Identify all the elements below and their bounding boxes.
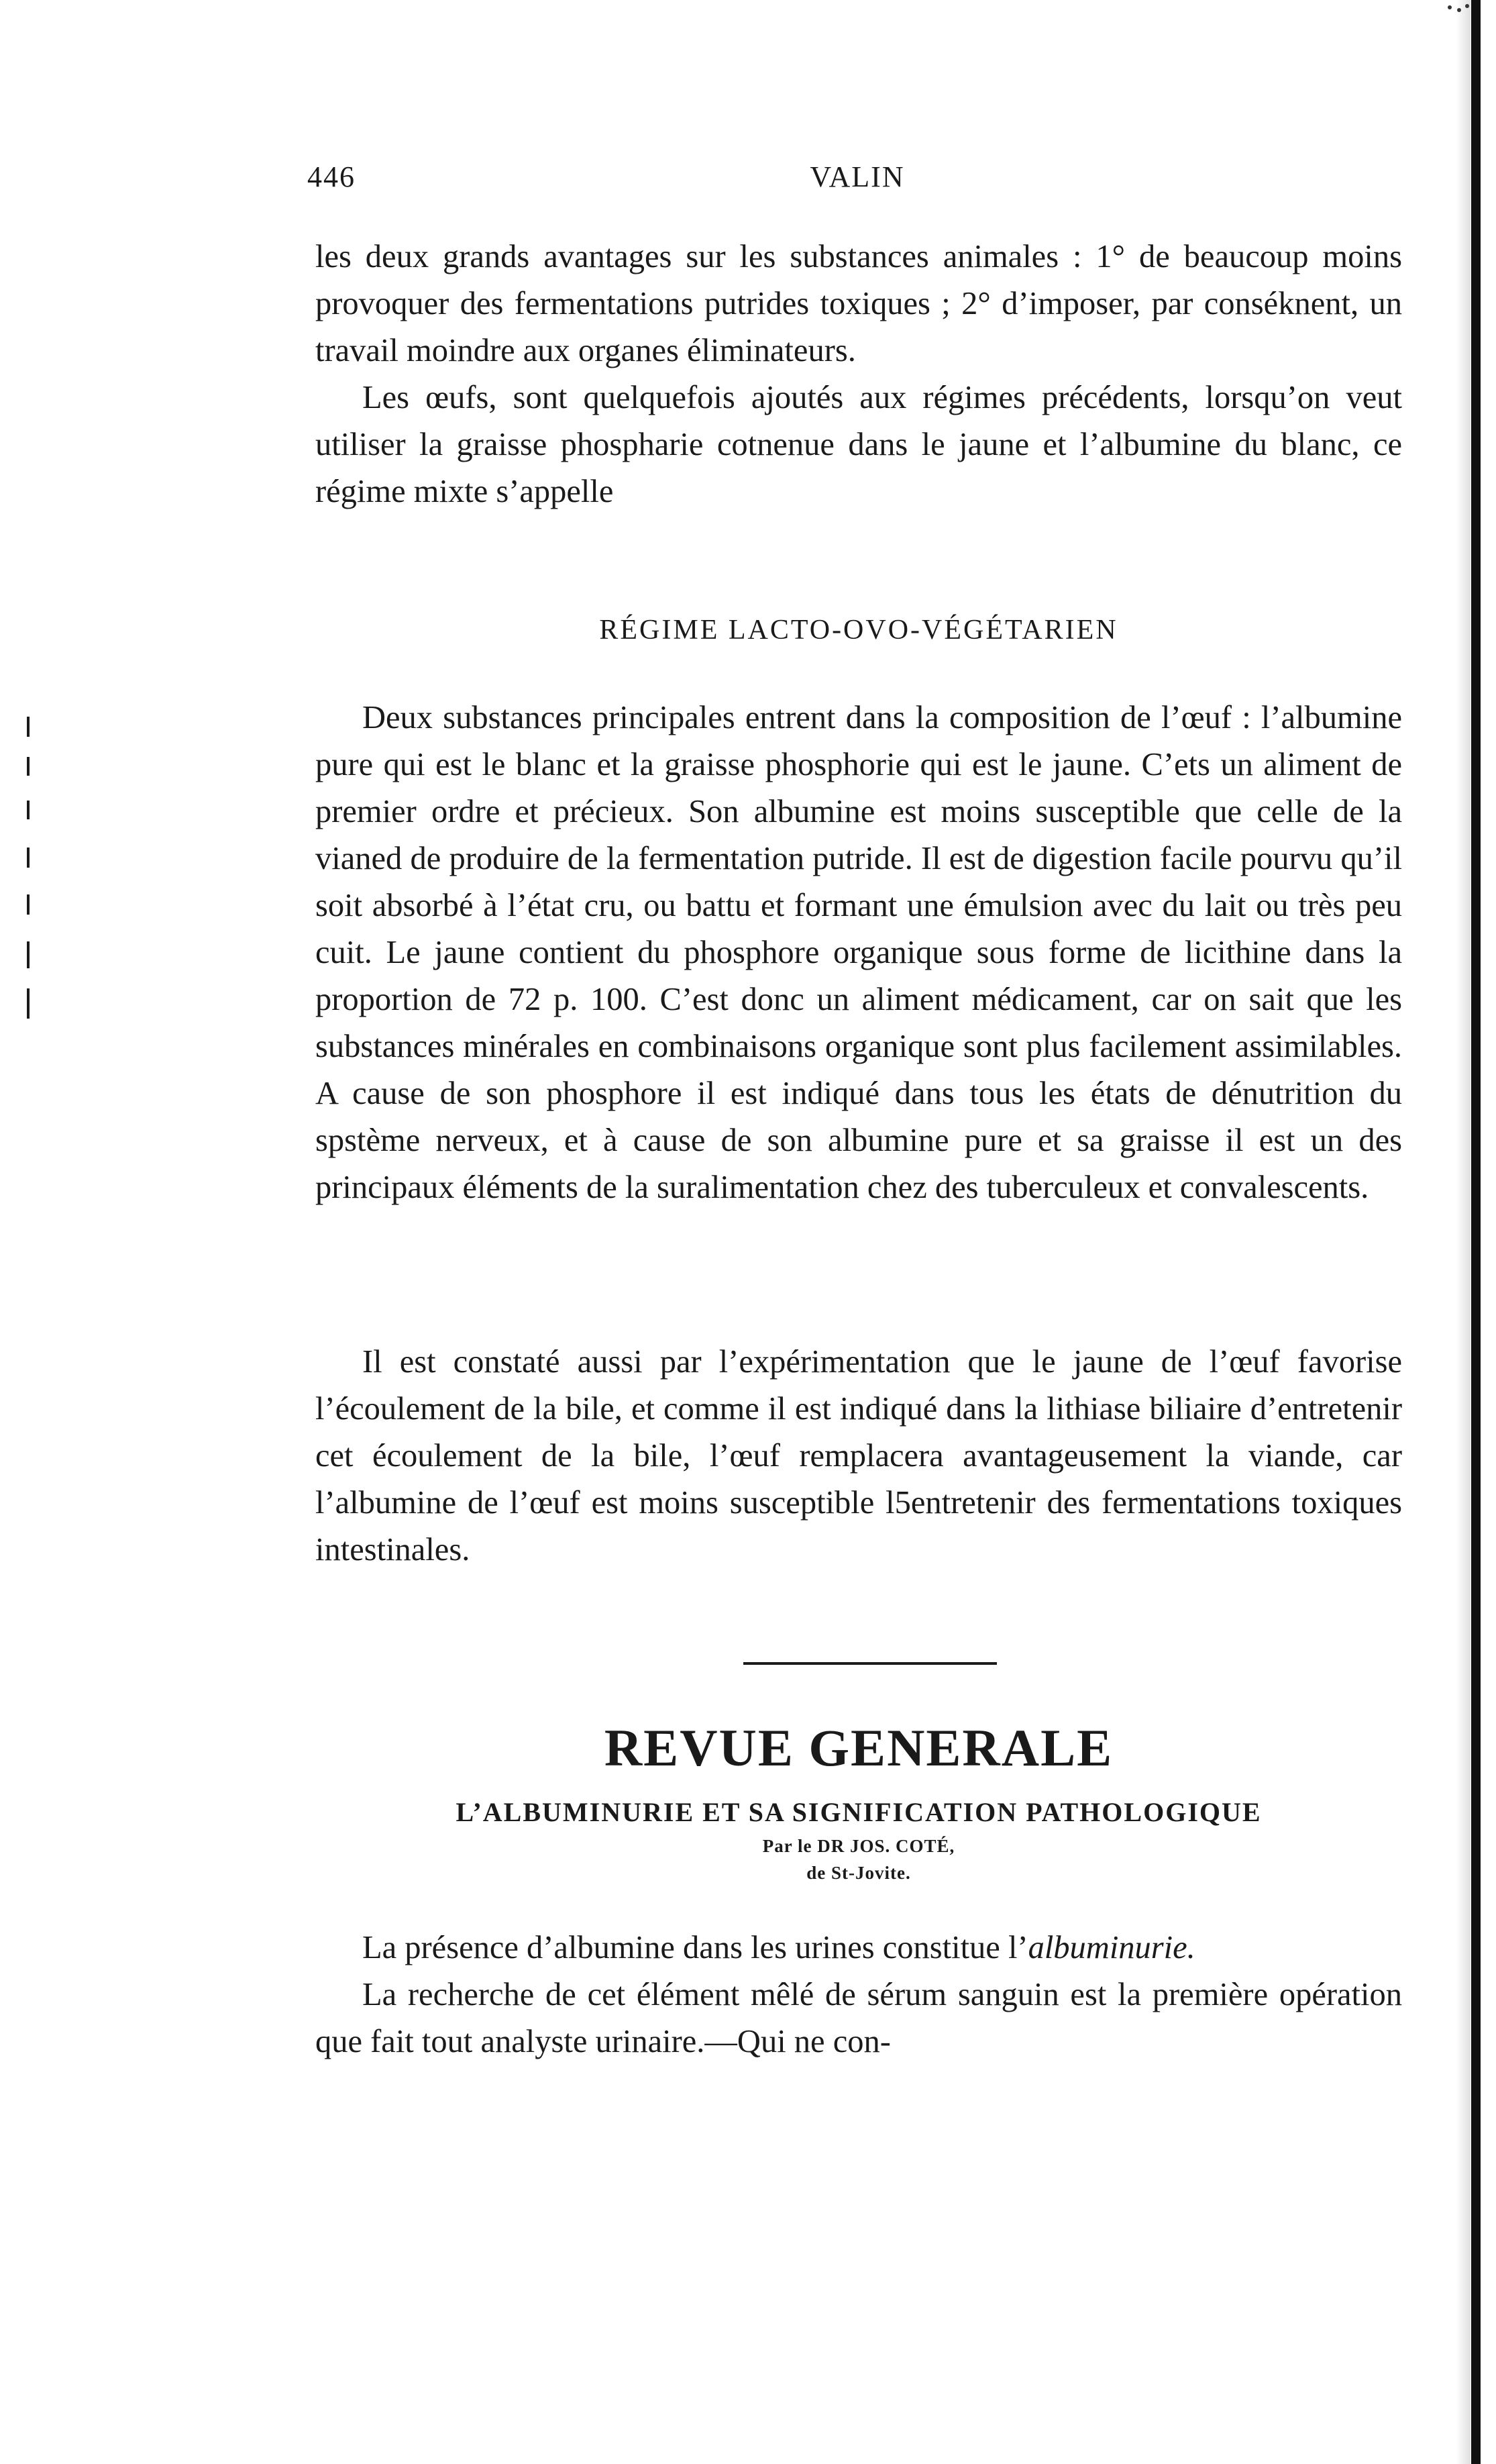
margin-tick [27,848,30,868]
margin-tick [27,941,30,968]
opening-text [315,234,1402,515]
paragraph-continued: les deux grands avantages sur les substances animales : 1° de beaucoup moins provoquer des fermentations putrides toxiques ; 2° d’imposer, par conséknent, un travail moindre aux organes éliminateurs. [315,239,1402,368]
page-edge-shadow [1456,0,1471,2464]
running-head [307,160,1407,200]
section-divider [743,1662,997,1665]
scan-corner-mark [1442,0,1483,81]
article-subtitle: L’ALBUMINURIE ET SA SIGNIFICATION PATHOLOGIQUE [456,1797,1262,1827]
paragraph-bile: Il est constaté aussi par l’expérimentation que le jaune de l’œuf favorise l’écoulement de la bile, et comme il est indiqué dans la lithiase biliaire d’entretenir cet écoulement de la bile, l’œuf remplacera avantageusement la viande, car l’albumine de l’œuf est moins susceptible l5entretenir des fermentations toxiques intestinales. [315,1344,1402,1568]
paragraph-albuminurie [315,1924,1402,1971]
scan-dot [1465,4,1469,8]
section-heading: RÉGIME LACTO-OVO-VÉGÉTARIEN [599,615,1118,646]
albuminurie-term: albuminurie. [1028,1930,1195,1965]
margin-tick [27,988,30,1019]
margin-marks [27,717,34,1025]
paragraph-albuminurie-text: La présence d’albumine dans les urines constitue l’ [362,1930,1028,1965]
paragraph-eggs: Les œufs, sont quelquefois ajoutés aux régimes précédents, lorsqu’on veut utiliser la graisse phospharie cotnenue dans le jaune et l’albumine du blanc, ce régime mixte s’appelle [315,380,1402,509]
article-header [315,1714,1402,1885]
scan-dot [1448,5,1452,9]
margin-tick [27,801,30,819]
running-title: VALIN [810,160,905,193]
page-number: 446 [307,160,356,193]
margin-tick [27,894,30,915]
byline-place: de St-Jovite. [806,1863,911,1883]
byline-author: Par le DR JOS. COTÉ, [762,1836,955,1856]
article-section-title: REVUE GENERALE [604,1718,1114,1777]
paragraph-substances: Deux substances principales entrent dans la composition de l’œuf : l’albumine pure qui est le blanc et la graisse phosphorie qui est le jaune. C’ets un aliment de premier ordre et précieux. Son albumine est moins susceptible que celle de la vianed de produire de la fermentation putride. Il est de digestion facile pourvu qu’il soit absorbé à l’état cru, ou battu et formant une émulsion avec du lait ou très peu cuit. Le jaune contient du phosphore organique sous forme de licithine dans la proportion de 72 p. 100. C’est donc un aliment médicament, car on sait que les substances minérales en combinaisons organique sont plus facilement assimilables. A cause de son phosphore il est indiqué dans tous les états de dénutrition du spstème nerveux, et à cause de son albumine pure et sa graisse il est un des principaux éléments de la suralimentation chez des tuberculeux et convalescents. [315,700,1402,1205]
article-body [315,1924,1402,2065]
paragraph-recherche: La recherche de cet élément mêlé de sérum sanguin est la première opération que fait tout analyste urinaire.—Qui ne con- [315,1977,1402,2059]
bile-text [315,1339,1402,1574]
margin-tick [27,717,30,737]
page-edge [1471,0,1481,2464]
regime-text [315,695,1402,1211]
margin-tick [27,757,30,776]
scan-dot [1457,8,1461,12]
